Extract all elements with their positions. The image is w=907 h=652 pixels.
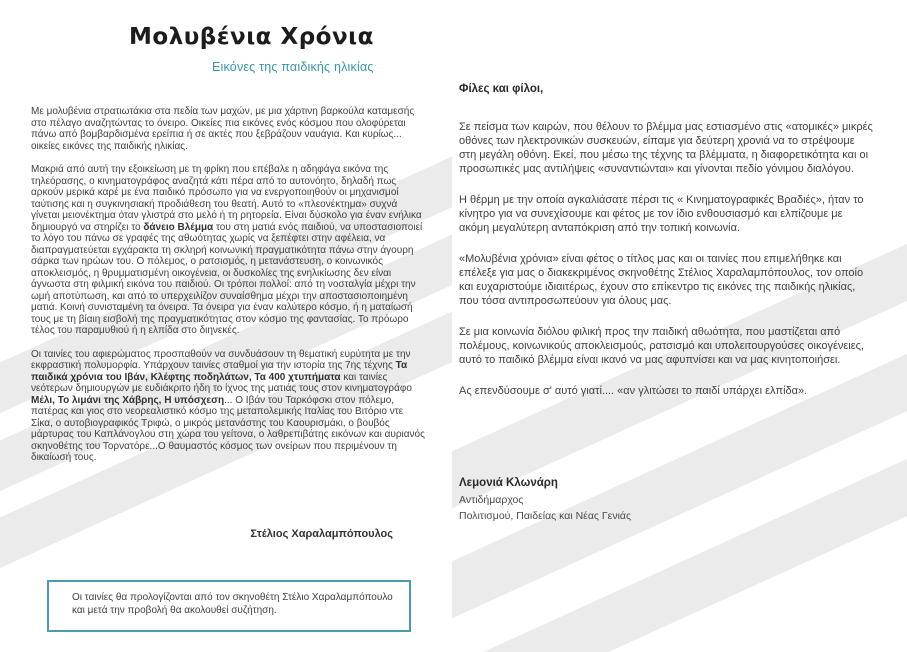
signature-block — [459, 476, 873, 523]
signatory-title: Αντιδήμαρχος — [459, 494, 524, 506]
left-column — [31, 106, 425, 476]
essay-text-1: Μακριά από αυτή την εξοικείωση με τη φρίκη που επέβαλε η αδηφάγα εικόνα της τηλεόρασης, ο κινηματογράφος αναζητά κάτι πέρα από το αυτονόητο, δηλαδή πως αρκούν μερικά καρέ με ένα παιδικό πρόσωπο για να ενεργοποιηθούν οι μηχανισμοί ταύτισης και η συγκινησιακή προδιάθεση του θεατή. Αυτό το «πλεονέκτημα» συχνά γίνεται μειονέκτημα όταν γλιστρά στο μελό ή τη ρητορεία. Είναι δύσκολο για έναν ενήλικα δημιουργό να στηρίζει το — [31, 164, 422, 233]
screening-note-box — [47, 580, 411, 632]
letter-paragraph-4: Σε μια κοινωνία διόλου φιλική προς την παιδική αθωότητα, που μαστίζεται από πολέμους, κοινωνικούς αποκλεισμούς, ρατσισμό και υπολειτουργούσες οικογένειες, αυτό το παιδικό βλέμμα είναι ικανό να μας αφυπνίσει και να μας κινητοποιήσει. — [459, 326, 864, 366]
right-column — [459, 82, 873, 525]
page-subtitle: Εικόνες της παιδικής ηλικίας — [212, 60, 374, 74]
curator-signature: Στέλιος Χαραλαμπόπουλος — [250, 528, 393, 540]
greeting: Φίλες και φίλοι, — [459, 83, 544, 95]
essay-text-2: του στη ματιά ενός παιδιού, να υποστασιοποιεί το λόγο του πάνω σε γραφές της αθωότητας χωρίς να ξεπέφτει στην αφέλεια, να διαπραγματεύεται εγχάρακτα τη σκληρή κοινωνική πραγματικότητα πάνω στην άγουρη σάρκα των ηρώων του. Ο πόλεμος, ο ρατσισμός, η μετανάστευση, ο κοινωνικός αποκλεισμός, η θρυμματισμένη οικογένεια, οι δυσκολίες της ενηλικίωσης δεν είναι άγνωστα στη φιλμική εικόνα του παιδιού. Οι τρόποι πολλοί: από τη νοσταλγία μέχρι την ωμή αποτύπωση, και από το υπερχειλίζον συναίσθημα μέχρι την αποστασιοποιημένη ματιά. Κοινή συνισταμένη τα όνειρα. Τα όνειρα για έναν καλύτερο κόσμο, ή η ματαίωσή τους με τη βίαιη εισβολή της πραγματικότητας στον κόσμο της φαντασίας. Το πρόωρο τέλος του παραμυθιού ή η ελπίδα στο διηνεκές. — [31, 221, 423, 336]
intro-text: Με μολυβένια στρατιωτάκια στα πεδία των μαχών, με μια χάρτινη βαρκούλα καταμεσής στο πέλαγο αναζητώντας το όνειρο. Οικείες πια εικόνες ενός κόσμου που ολοφύρεται πάνω από βομβαρδισμένα ερείπια ή σε ακτές που ξεβράζουν ναυάγια. Και κυρίως... οικείες εικόνες της παιδικής ηλικίας. — [31, 106, 415, 152]
films-text-1: Οι ταινίες του αφιερώματος προσπαθούν να συνδυάσουν τη θεματική ευρύτητα με την εκφραστική πολυμορφία. Υπάρχουν ταινίες σταθμοί για την ιστορία της 7ης τέχνης — [31, 348, 411, 371]
signatory-name: Λεμονιά Κλωνάρη — [459, 477, 558, 489]
film-titles-classics: Τα παιδικά χρόνια του Ιβάν, Κλέφτης ποδηλάτων, Τα 400 χτυπήματα — [31, 360, 408, 383]
emphasis-borrowed-gaze: δάνειο Βλέμμα — [143, 221, 214, 233]
films-text-2: και ταινίες νεότερων δημιουργών με ευδιάκριτο ήδη το ίχνος της ματιάς τους στον κινηματογράφο — [31, 371, 412, 394]
screening-note-text: Οι ταινίες θα προλογίζονται από τον σκηνοθέτη Στέλιο Χαραλαμπόπουλο και μετά την προβολή θα ακολουθεί συζήτηση. — [72, 592, 393, 616]
letter-paragraph-1: Σε πείσμα των καιρών, που θέλουν το βλέμμα μας εστιασμένο στις «ατομικές» μικρές οθόνες των ηλεκτρονικών συσκευών, είπαμε για δεύτερη χρονιά να το στρέψουμε στη μεγάλη οθόνη. Εκεί, που μέσω της τέχνης τα βλέμματα, η διαφορετικότητα και οι προσωπικές μας αντιλήψεις «συναντιώνται» και γίνονται πεδίο γόνιμου διαλόγου. — [459, 121, 873, 175]
intro-paragraph — [31, 106, 425, 152]
letter-paragraph-2: Η θέρμη με την οποία αγκαλιάσατε πέρσι τις « Κινηματογραφικές Βραδιές», ήταν το κίνητρο για να συνεχίσουμε και φέτος με τον ίδιο ενθουσιασμό και ελπίζουμε με ακόμη μεγαλύτερη ανταπόκριση από την τοπική κοινωνία. — [459, 194, 864, 234]
films-paragraph — [31, 349, 425, 464]
letter-paragraph-5: Ας επενδύσουμε σ' αυτό γιατί.... «αν γλιτώσει το παιδί υπάρχει ελπίδα». — [459, 385, 808, 397]
signatory-department: Πολιτισμού, Παιδείας και Νέας Γενιάς — [459, 510, 632, 522]
film-titles-modern: Μέλι, Το λιμάνι της Χάβρης, Η υπόσχεση — [31, 394, 225, 406]
films-text-3: ... Ο Ιβάν του Ταρκόφσκι στον πόλεμο, πατέρας και γιος στο νεορεαλιστικό κόσμο της μεταπολεμικής Ιταλίας του Βιτόριο ντε Σίκα, ο αυτοβιογραφικός Τριφώ, ο μικρός μετανάστης του Καουρισμάκι, ο βουβός μάρτυρας του Καπλάνογλου στη χώρα του γείτονα, ο λαθρεπιβάτης εικόνων και αυριανός σκηνοθέτης του Τορνατόρε...Ο θαυμαστός κόσμος των ονείρων που περιμένουν τη δικαίωσή τους. — [31, 394, 425, 463]
page-title: Μολυβένια Χρόνια — [129, 24, 374, 50]
letter-paragraph-3: «Μολυβένια χρόνια» είναι φέτος ο τίτλος μας και οι ταινίες που επιμελήθηκε και επέλεξε για μας ο διακεκριμένος σκηνοθέτης Στέλιος Χαραλαμπόπουλος, τον οποίο και ευχαριστούμε ιδιαιτέρως, έχουν στο επίκεντρο τις εικόνες της παιδικής ηλικίας, που τόσα αντιπροσωπεύουν για όλους μας. — [459, 253, 864, 307]
essay-paragraph — [31, 164, 425, 337]
